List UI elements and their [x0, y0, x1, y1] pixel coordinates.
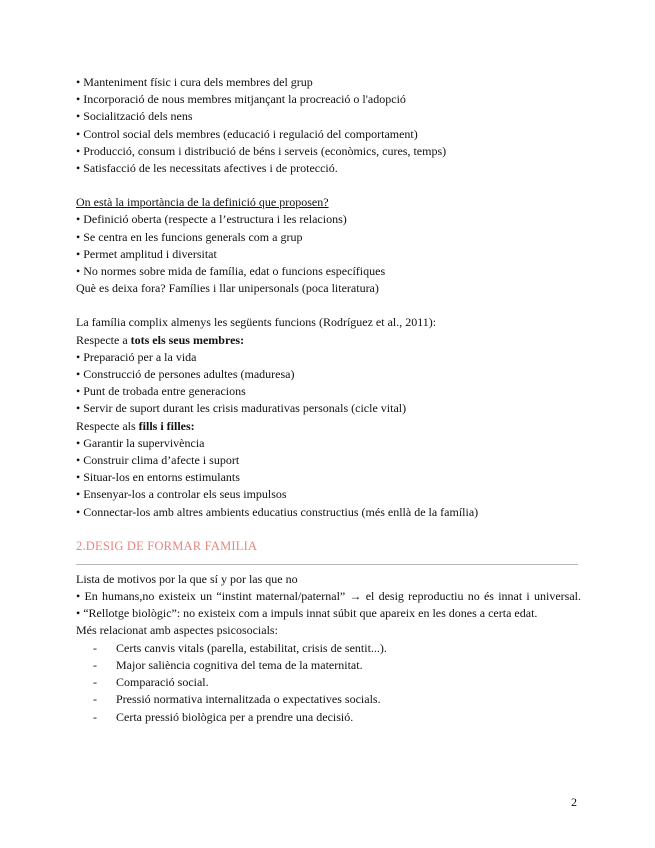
list-item: • Definició oberta (respecte a l’estructura i les relacions)	[76, 212, 347, 227]
clock-paragraph: • “Rellotge biològic”: no existeix com a impuls innat súbit que apareix en les dones a certa edat.	[76, 606, 538, 621]
list-item: • Garantir la supervivència	[76, 435, 205, 450]
list-item: • Producció, consum i distribució de béns i serveis (econòmics, cures, temps)	[76, 143, 447, 158]
list-item: • Situar-los en entorns estimulants	[76, 470, 240, 485]
list-item: • Satisfacció de les necessitats afectives i de protecció.	[76, 161, 338, 176]
list-item: • No normes sobre mida de família, edat o funcions específiques	[76, 264, 386, 279]
page-number: 2	[571, 795, 577, 809]
list-item: • Permet amplitud i diversitat	[76, 246, 217, 261]
left-out-note: Què es deixa fora? Famílies i llar unipersonals (poca literatura)	[76, 281, 379, 296]
importance-question: On està la importància de la definició que proposen?	[76, 195, 329, 210]
list-item: • Connectar-los amb altres ambients educatius constructius (més enllà de la família)	[76, 504, 479, 519]
list-item: • Construir clima d’afecte i suport	[76, 453, 240, 468]
list-item: - Comparació social.	[93, 675, 209, 690]
list-item: - Certs canvis vitals (parella, estabilitat, crisis de sentit...).	[93, 640, 387, 655]
list-item: - Certa pressió biològica per a prendre una decisió.	[93, 709, 354, 724]
members-heading: Respecte a tots els seus membres:	[76, 332, 245, 347]
list-item: • Socialització dels nens	[76, 109, 193, 124]
list-item: - Pressió normativa internalitzada o expectatives socials.	[93, 692, 381, 707]
importance-section	[76, 194, 581, 297]
functions-list	[76, 74, 581, 177]
complex-functions-section	[76, 314, 581, 520]
list-item: • Incorporació de nous membres mitjançant la procreació o l'adopció	[76, 92, 406, 107]
list-item: • Servir de suport durant les crisis madurativas personals (cicle vital)	[76, 401, 407, 416]
desire-section	[76, 571, 581, 726]
section-heading: 2.DESIG DE FORMAR FAMILIA	[76, 538, 258, 553]
document-page	[76, 74, 581, 726]
section-intro: Lista de motivos por la que sí y por las que no	[76, 571, 298, 586]
list-item: • Ensenyar-los a controlar els seus impulsos	[76, 487, 287, 502]
psychosocial-intro: Més relacionat amb aspectes psicosocials:	[76, 623, 278, 638]
list-item: - Major saliència cognitiva del tema de la maternitat.	[93, 657, 363, 672]
list-item: • Preparació per a la vida	[76, 349, 197, 364]
list-item: • Se centra en les funcions generals com a grup	[76, 229, 303, 244]
list-item: • Control social dels membres (educació i regulació del comportament)	[76, 126, 418, 141]
children-heading: Respecte als fills i filles:	[76, 418, 195, 433]
list-item: • Punt de trobada entre generacions	[76, 384, 246, 399]
list-item: • Manteniment físic i cura dels membres del grup	[76, 75, 313, 89]
section-divider	[76, 564, 578, 565]
complex-intro: La família complix almenys les següents funcions (Rodríguez et al., 2011):	[76, 315, 437, 330]
list-item: • Construcció de persones adultes (maduresa)	[76, 367, 295, 382]
instinct-paragraph: • En humans,no existeix un “instint maternal/paternal” → el desig reproductiu no és innat i universal.	[76, 589, 581, 604]
